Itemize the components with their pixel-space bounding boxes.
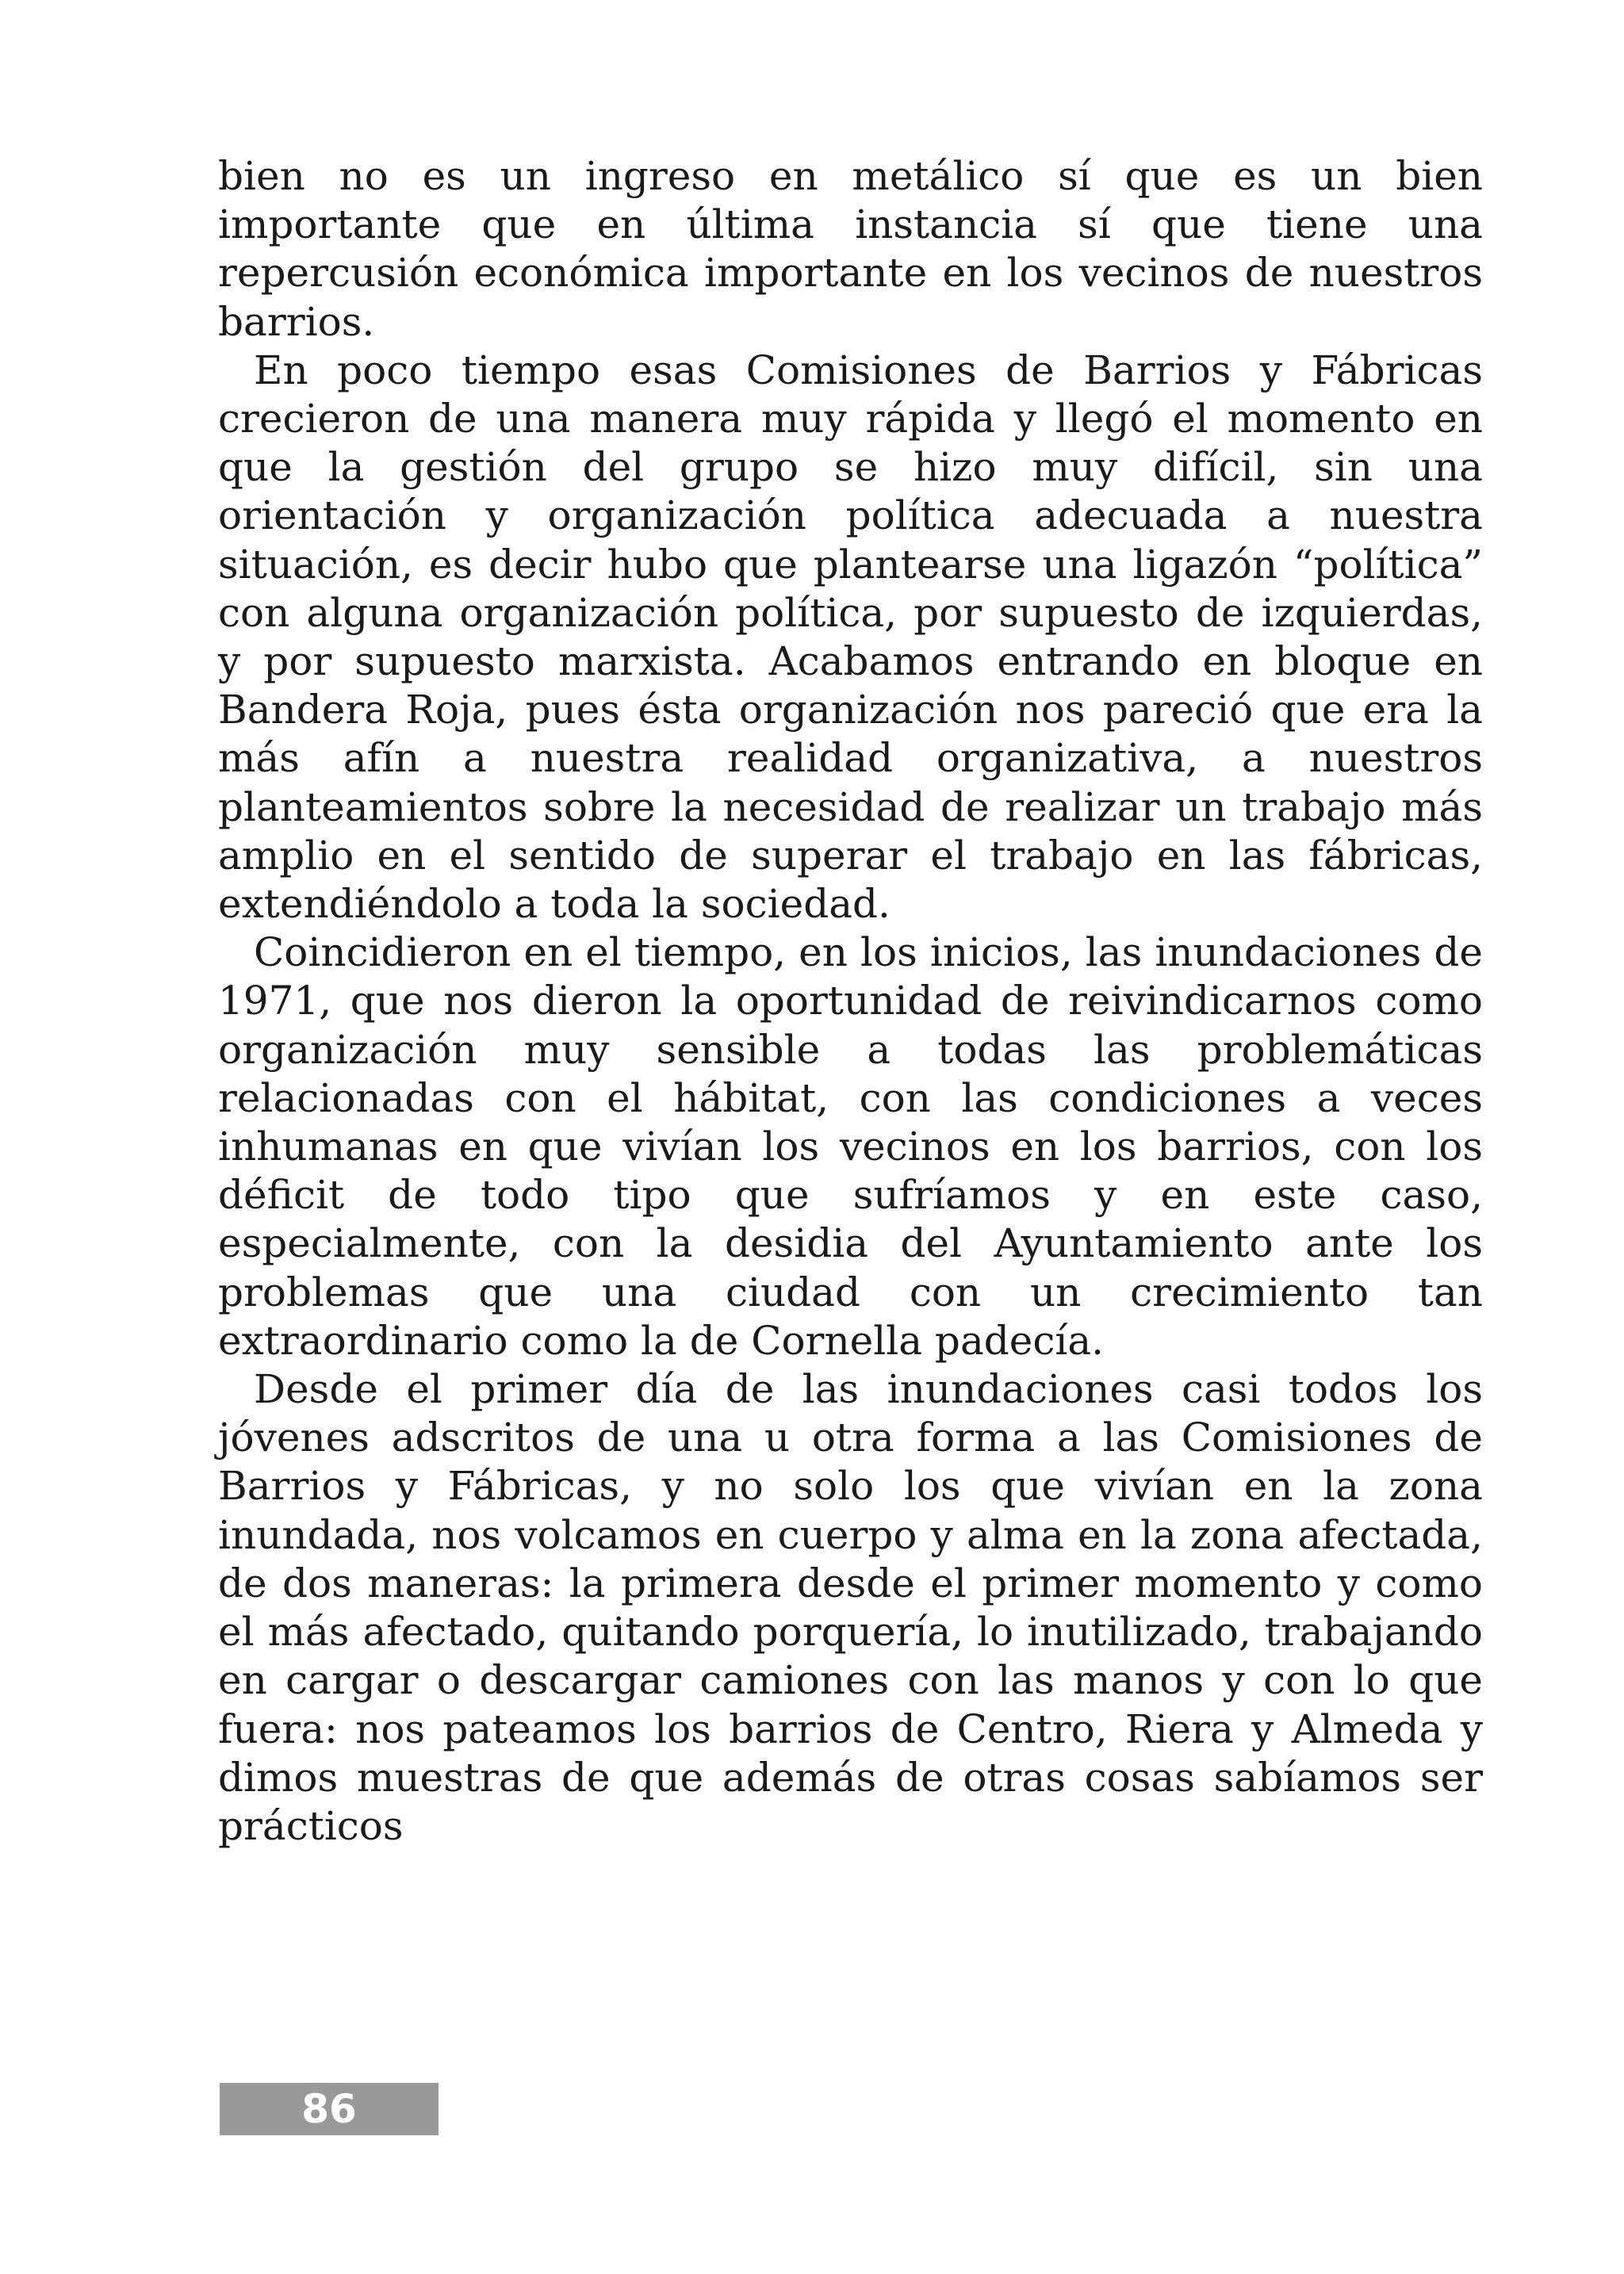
paragraph-4: Desde el primer día de las inundaciones casi todos los jóvenes adscritos de una u otra forma a las Comisiones de Barrios y Fábricas, y no solo los que vivían en la zona inundada, nos volcamos en cuerpo y alma en la zona afectada, de dos maneras: la primera desde el primer momento y como el más afectado, quitando porquería, lo inutilizado, trabajando en cargar o descargar camiones con las manos y con lo que fuera: nos pateamos los barrios de Centro, Riera y Almeda y dimos muestras de que además de otras cosas sabíamos ser prácticos [218,1366,1483,1849]
page-number: 86 [301,2086,357,2132]
page-number-box [220,2083,439,2135]
body-text [218,152,1483,1851]
paragraph-1: bien no es un ingreso en metálico sí que es un bien importante que en última instancia sí que tiene una repercusión económica importante en los vecinos de nuestros barrios. [218,153,1483,345]
paragraph-3: Coincidieron en el tiempo, en los inicios, las inundaciones de 1971, que nos dieron la oportunidad de reivindicarnos como organización muy sensible a todas las problemáticas relacionadas con el hábitat, con las condiciones a veces inhumanas en que vivían los vecinos en los barrios, con los déficit de todo tipo que sufríamos y en este caso, especialmente, con la desidia del Ayuntamiento ante los problemas que una ciudad con un crecimiento tan extraordinario como la de Cornella padecía. [218,929,1483,1364]
paragraph-2: En poco tiempo esas Comisiones de Barrios y Fábricas crecieron de una manera muy rápida y llegó el momento en que la gestión del grupo se hizo muy difícil, sin una orientación y organización política adecuada a nuestra situación, es decir hubo que plantearse una ligazón “política” con alguna organización política, por supuesto de izquierdas, y por supuesto marxista. Acabamos entrando en bloque en Bandera Roja, pues ésta organización nos pareció que era la más afín a nuestra realidad organizativa, a nuestros planteamientos sobre la necesidad de realizar un trabajo más amplio en el sentido de superar el trabajo en las fábricas, extendiéndolo a toda la sociedad. [218,346,1483,928]
